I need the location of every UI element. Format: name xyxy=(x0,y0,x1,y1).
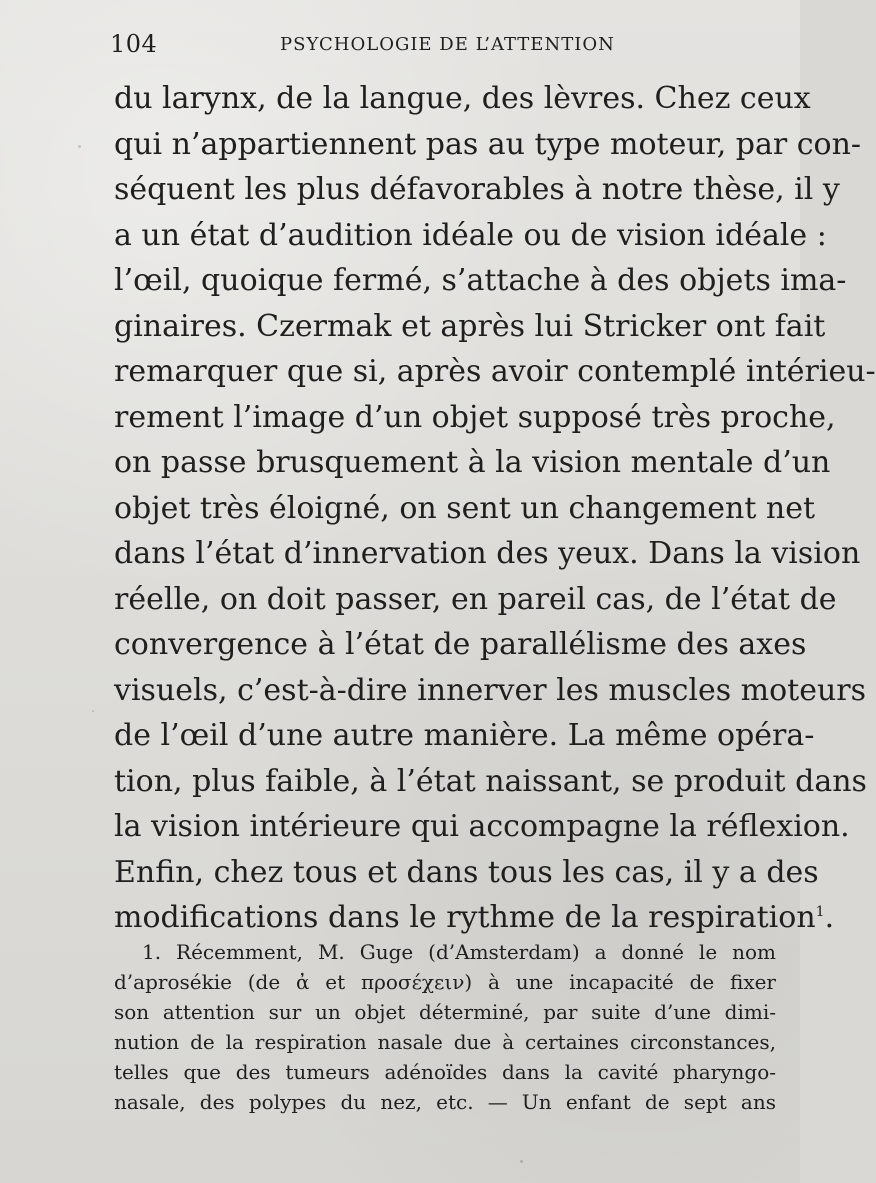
paper-speckle xyxy=(730,240,732,242)
text-line: Enfin, chez tous et dans tous les cas, il y a des xyxy=(114,854,819,890)
main-text xyxy=(114,76,876,941)
text-line: a un état d’audition idéale ou de vision idéale : xyxy=(114,217,827,253)
page-number: 104 xyxy=(110,30,158,58)
text-line: qui n’appartiennent pas au type moteur, par con- xyxy=(114,126,862,162)
text-line: la vision intérieure qui accompagne la réflexion. xyxy=(114,809,850,844)
paper-speckle xyxy=(92,710,94,712)
footnote-line: 1. Récemment, M. Guge (d’Amsterdam) a donné le nom xyxy=(142,940,776,964)
text-line: objet très éloigné, on sent un changement net xyxy=(114,490,816,526)
footnote-line: nasale, des polypes du nez, etc. — Un enfant de sept ans xyxy=(114,1090,776,1114)
last-text-line-content: modifications dans le rythme de la respiration xyxy=(114,900,816,935)
text-line: rement l’image d’un objet supposé très proche, xyxy=(114,399,836,435)
text-line: l’œil, quoique fermé, s’attache à des objets ima- xyxy=(114,263,847,298)
text-line: on passe brusquement à la vision mentale d’un xyxy=(114,445,831,480)
footnote-reference: 1 xyxy=(815,904,825,920)
paper-speckle xyxy=(520,1160,523,1163)
text-line: tion, plus faible, à l’état naissant, se produit dans xyxy=(114,763,867,799)
running-title: PSYCHOLOGIE DE L’ATTENTION xyxy=(280,34,615,55)
text-line: visuels, c’est-à-dire innerver les muscles moteurs xyxy=(114,672,867,708)
footnote-line: nution de la respiration nasale due à certaines circonstances, xyxy=(114,1030,776,1054)
footnote-line: son attention sur un objet déterminé, par suite d’une dimi- xyxy=(114,1000,776,1024)
footnote xyxy=(114,937,776,1117)
text-line: réelle, on doit passer, en pareil cas, de l’état de xyxy=(114,581,837,617)
final-punctuation: . xyxy=(824,900,835,935)
text-line: ginaires. Czermak et après lui Stricker ont fait xyxy=(114,308,826,344)
text-line: remarquer que si, après avoir contemplé intérieu- xyxy=(114,354,876,389)
page-header xyxy=(110,30,690,60)
last-text-line xyxy=(114,895,835,941)
footnote-line: d’aprosékie (de ἀ et προσέχειν) à une incapacité de fixer xyxy=(114,970,776,994)
footnote-line: telles que des tumeurs adénoïdes dans la cavité pharyngo- xyxy=(114,1060,776,1084)
paper-speckle xyxy=(78,145,81,148)
text-line: convergence à l’état de parallélisme des axes xyxy=(114,627,807,662)
text-line: de l’œil d’une autre manière. La même opéra- xyxy=(114,718,815,753)
text-line: séquent les plus défavorables à notre thèse, il y xyxy=(114,172,840,207)
text-line: du larynx, de la langue, des lèvres. Chez ceux xyxy=(114,81,811,116)
text-line: dans l’état d’innervation des yeux. Dans la vision xyxy=(114,536,861,571)
